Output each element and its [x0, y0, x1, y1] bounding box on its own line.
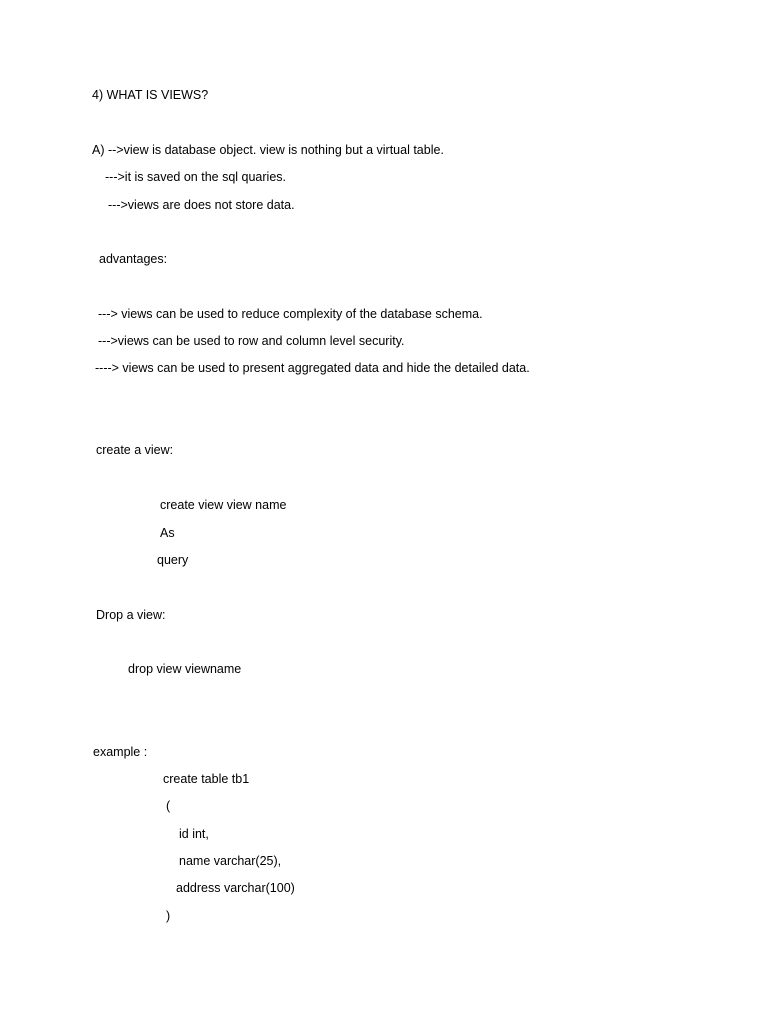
example-code-line: name varchar(25),: [179, 854, 282, 868]
advantage-item: ---> views can be used to reduce complexity of the database schema.: [98, 307, 483, 321]
example-code-line: (: [166, 799, 171, 813]
answer-line: --->views are does not store data.: [108, 198, 295, 212]
advantage-item: ----> views can be used to present aggregated data and hide the detailed data.: [95, 361, 530, 375]
answer-line: --->it is saved on the sql quaries.: [105, 170, 286, 184]
create-view-heading: create a view:: [96, 443, 174, 457]
drop-view-heading: Drop a view:: [96, 608, 166, 622]
example-heading: example :: [93, 745, 148, 759]
example-code-line: create table tb1: [163, 772, 250, 786]
drop-view-code-line: drop view viewname: [128, 662, 242, 676]
question-heading: 4) WHAT IS VIEWS?: [92, 88, 209, 102]
create-view-code-line: create view view name: [160, 498, 287, 512]
example-code-line: ): [166, 909, 171, 923]
create-view-code-line: As: [160, 526, 175, 540]
answer-line: A) -->view is database object. view is nothing but a virtual table.: [92, 143, 444, 157]
advantage-item: --->views can be used to row and column level security.: [98, 334, 405, 348]
create-view-code-line: query: [157, 553, 189, 567]
example-code-line: address varchar(100): [176, 881, 295, 895]
example-code-line: id int,: [179, 827, 209, 841]
advantages-heading: advantages:: [99, 252, 168, 266]
